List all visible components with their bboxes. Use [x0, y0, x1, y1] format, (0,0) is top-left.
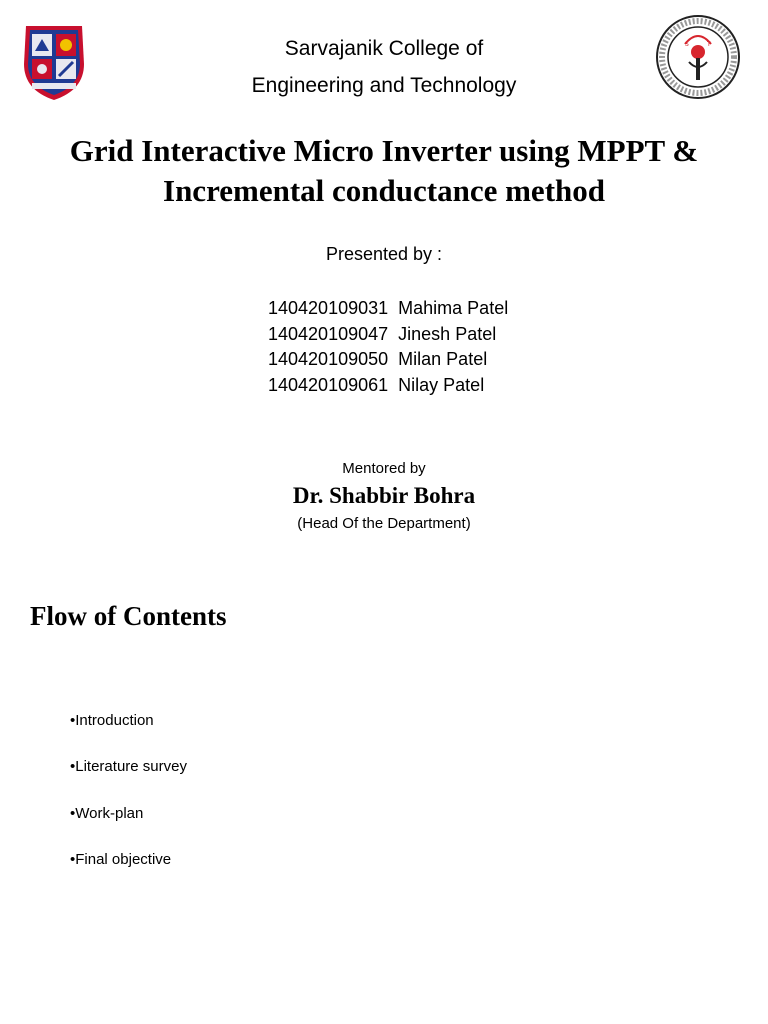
mentor-role: (Head Of the Department) — [297, 515, 471, 532]
seal-icon — [655, 14, 741, 100]
contents-heading: Flow of Contents — [30, 601, 227, 631]
contents-item: •Introduction — [70, 712, 154, 729]
presenter-name: Mahima Patel — [398, 298, 509, 318]
presenter-row — [268, 373, 508, 399]
college-name-line1: Sarvajanik College of — [284, 37, 484, 60]
mentor-name: Dr. Shabbir Bohra — [292, 483, 476, 508]
presenter-name: Nilay Patel — [398, 374, 485, 395]
presenter-list — [268, 296, 508, 398]
svg-text:S: S — [685, 41, 689, 48]
college-name-line2: Engineering and Technology — [251, 74, 517, 97]
contents-list — [70, 710, 187, 895]
presenter-id: 140420109050 — [268, 349, 389, 369]
presented-by-label: Presented by : — [325, 244, 443, 264]
presenter-name: Jinesh Patel — [398, 323, 497, 344]
presenter-id: 140420109031 — [268, 298, 389, 318]
title-line1: Grid Interactive Micro Inverter using MPPT & — [69, 133, 699, 168]
svg-text:T: T — [707, 41, 711, 48]
title-line2: Incremental conductance method — [163, 173, 605, 208]
mentored-by-label: Mentored by — [342, 460, 426, 477]
presenter-row — [268, 296, 508, 322]
presenter-row — [268, 322, 508, 348]
college-name — [0, 30, 768, 104]
presenter-id: 140420109047 — [268, 323, 389, 344]
contents-item: •Work-plan — [70, 804, 144, 822]
presentation-title — [0, 131, 768, 211]
scet-seal-logo — [655, 14, 741, 100]
presenter-id: 140420109061 — [268, 374, 389, 395]
presenter-name: Milan Patel — [398, 349, 488, 369]
presenter-row — [268, 347, 508, 373]
contents-item: •Final objective — [70, 850, 172, 868]
contents-item: •Literature survey — [70, 758, 187, 776]
